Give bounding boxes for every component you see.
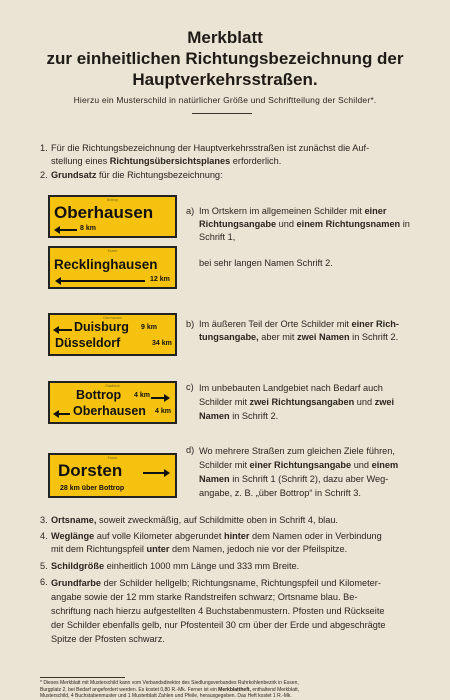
desc-d-label: d) xyxy=(186,445,195,455)
desc-d-text: Wo mehrere Straßen zum gleichen Ziele führen, Schilder mit einer Richtungsangabe und einem Namen in Schrift 1 (Schrift 2), dazu aber Weg- angabe, z. B. „über Bottrop“ in Schrift 3. xyxy=(199,446,399,498)
arrow-right-icon xyxy=(143,472,165,474)
sign-place-label: Essen xyxy=(107,456,118,460)
sign-place-label: Essen xyxy=(107,249,118,253)
sign-place-label: Bottrop xyxy=(106,198,119,202)
sign-distance: 12 km xyxy=(150,276,170,283)
sign-destination: Dorsten xyxy=(58,461,123,480)
item-number-6: 6. xyxy=(40,577,48,587)
item-number-2: 2. xyxy=(40,170,48,180)
item-3-text: Ortsname, soweit zweckmäßig, auf Schildmitte oben in Schrift 4, blau. xyxy=(51,515,338,525)
item-number-5: 5. xyxy=(40,561,48,571)
sign-recklinghausen xyxy=(48,246,177,289)
sign-distance-1: 4 km xyxy=(134,392,150,399)
title-divider xyxy=(192,113,252,114)
item-5-text: Schildgröße einheitlich 1000 mm Länge und 333 mm Breite. xyxy=(51,561,300,571)
sign-distance-2: 34 km xyxy=(152,340,172,347)
arrow-left-icon xyxy=(60,280,145,282)
desc-a-text: Im Ortskern im allgemeinen Schilder mit einer Richtungsangabe und einem Richtungsnamen in Schrift 1, xyxy=(199,206,410,242)
sign-place-label: Oberhausen xyxy=(102,316,123,320)
sign-oberhausen xyxy=(48,195,177,238)
footnote: * Dieses Merkblatt mit Musterschild kann vom Verbandsdirektor des Siedlungsverbandes Ruhrkohlenbezirk in Essen, Burgplatz 2, bei Bedarf angefordert werden. Es kostet 0,80 R.-Mk. Ferner ist ein Merkblattheft, enthaltend Merkblatt, Musterschild, 4 Buchstabenmuster und 1 Musterblatt Zahlen und Pfeile, herausgegeben. Das Heft kostet 1 R.-Mk. xyxy=(40,680,300,699)
desc-b-text: Im äußeren Teil der Orte Schilder mit einer Rich- tungsangabe, aber mit zwei Namen in Schrift 2. xyxy=(199,319,399,342)
item-number-4: 4. xyxy=(40,531,48,541)
arrow-left-icon xyxy=(59,229,77,231)
page-title: Merkblatt xyxy=(187,28,263,47)
sign-destination-2: Oberhausen xyxy=(73,404,146,418)
sign-duisburg-duesseldorf xyxy=(48,313,177,356)
desc-b-label: b) xyxy=(186,319,195,329)
page-title-line2: zur einheitlichen Richtungsbezeichnung der xyxy=(46,49,404,68)
sign-dorsten xyxy=(48,453,177,498)
sign-place-label: Gladbeck xyxy=(105,384,120,388)
sign-destination-1: Bottrop xyxy=(76,388,122,402)
footer-divider xyxy=(40,677,125,678)
desc-c-text: Im unbebauten Landgebiet nach Bedarf auch Schilder mit zwei Richtungsangaben und zwei Namen in Schrift 2. xyxy=(199,383,395,421)
sign-distance: 8 km xyxy=(80,225,96,232)
sign-destination-1: Duisburg xyxy=(74,320,129,334)
arrow-left-icon xyxy=(58,329,72,331)
sign-distance-1: 9 km xyxy=(141,324,157,331)
sign-distance-2: 4 km xyxy=(155,408,171,415)
page-title-line3: Hauptverkehrsstraßen. xyxy=(132,70,318,89)
item-number-1: 1. xyxy=(40,143,48,153)
sign-bottrop-oberhausen xyxy=(48,381,177,424)
desc-a-note: bei sehr langen Namen Schrift 2. xyxy=(199,258,333,268)
sign-destination: Recklinghausen xyxy=(54,257,158,272)
page-subtitle: Hierzu ein Musterschild in natürlicher Größe und Schriftteilung der Schilder*. xyxy=(73,95,377,105)
item-6-text: Grundfarbe der Schilder hellgelb; Richtungsname, Richtungspfeil und Kilometer- angabe sowie der 12 mm starke Randstreifen schwarz; Ortsname blau. Be- schriftung nach hierzu aufgestellten 4 Buchstabenmustern. Pfosten und Rückseite der Schilder ebenfalls gelb, nur Pfostenteil 30 cm über der Erde und abgeschrägte Spitze der Pfosten schwarz. xyxy=(51,578,386,644)
item-number-3: 3. xyxy=(40,515,48,525)
desc-a-label: a) xyxy=(186,206,195,216)
item-2-text: Grundsatz für die Richtungsbezeichnung: xyxy=(51,170,223,180)
item-4-text: Weglänge auf volle Kilometer abgerundet hinter dem Namen oder in Verbindung mit dem Richtungspfeil unter dem Namen, jedoch nie vor der Pfeilspitze. xyxy=(51,531,382,554)
sign-distance: 28 km über Bottrop xyxy=(60,485,125,492)
sign-destination-2: Düsseldorf xyxy=(55,336,121,350)
arrow-left-icon xyxy=(58,413,70,415)
desc-c-label: c) xyxy=(186,382,194,392)
sign-destination: Oberhausen xyxy=(54,203,154,222)
arrow-right-icon xyxy=(151,397,165,399)
item-1-text: Für die Richtungsbezeichnung der Hauptverkehrsstraßen ist zunächst die Auf- stellung eines Richtungsübersichtsplanes erforderlich. xyxy=(51,143,370,166)
